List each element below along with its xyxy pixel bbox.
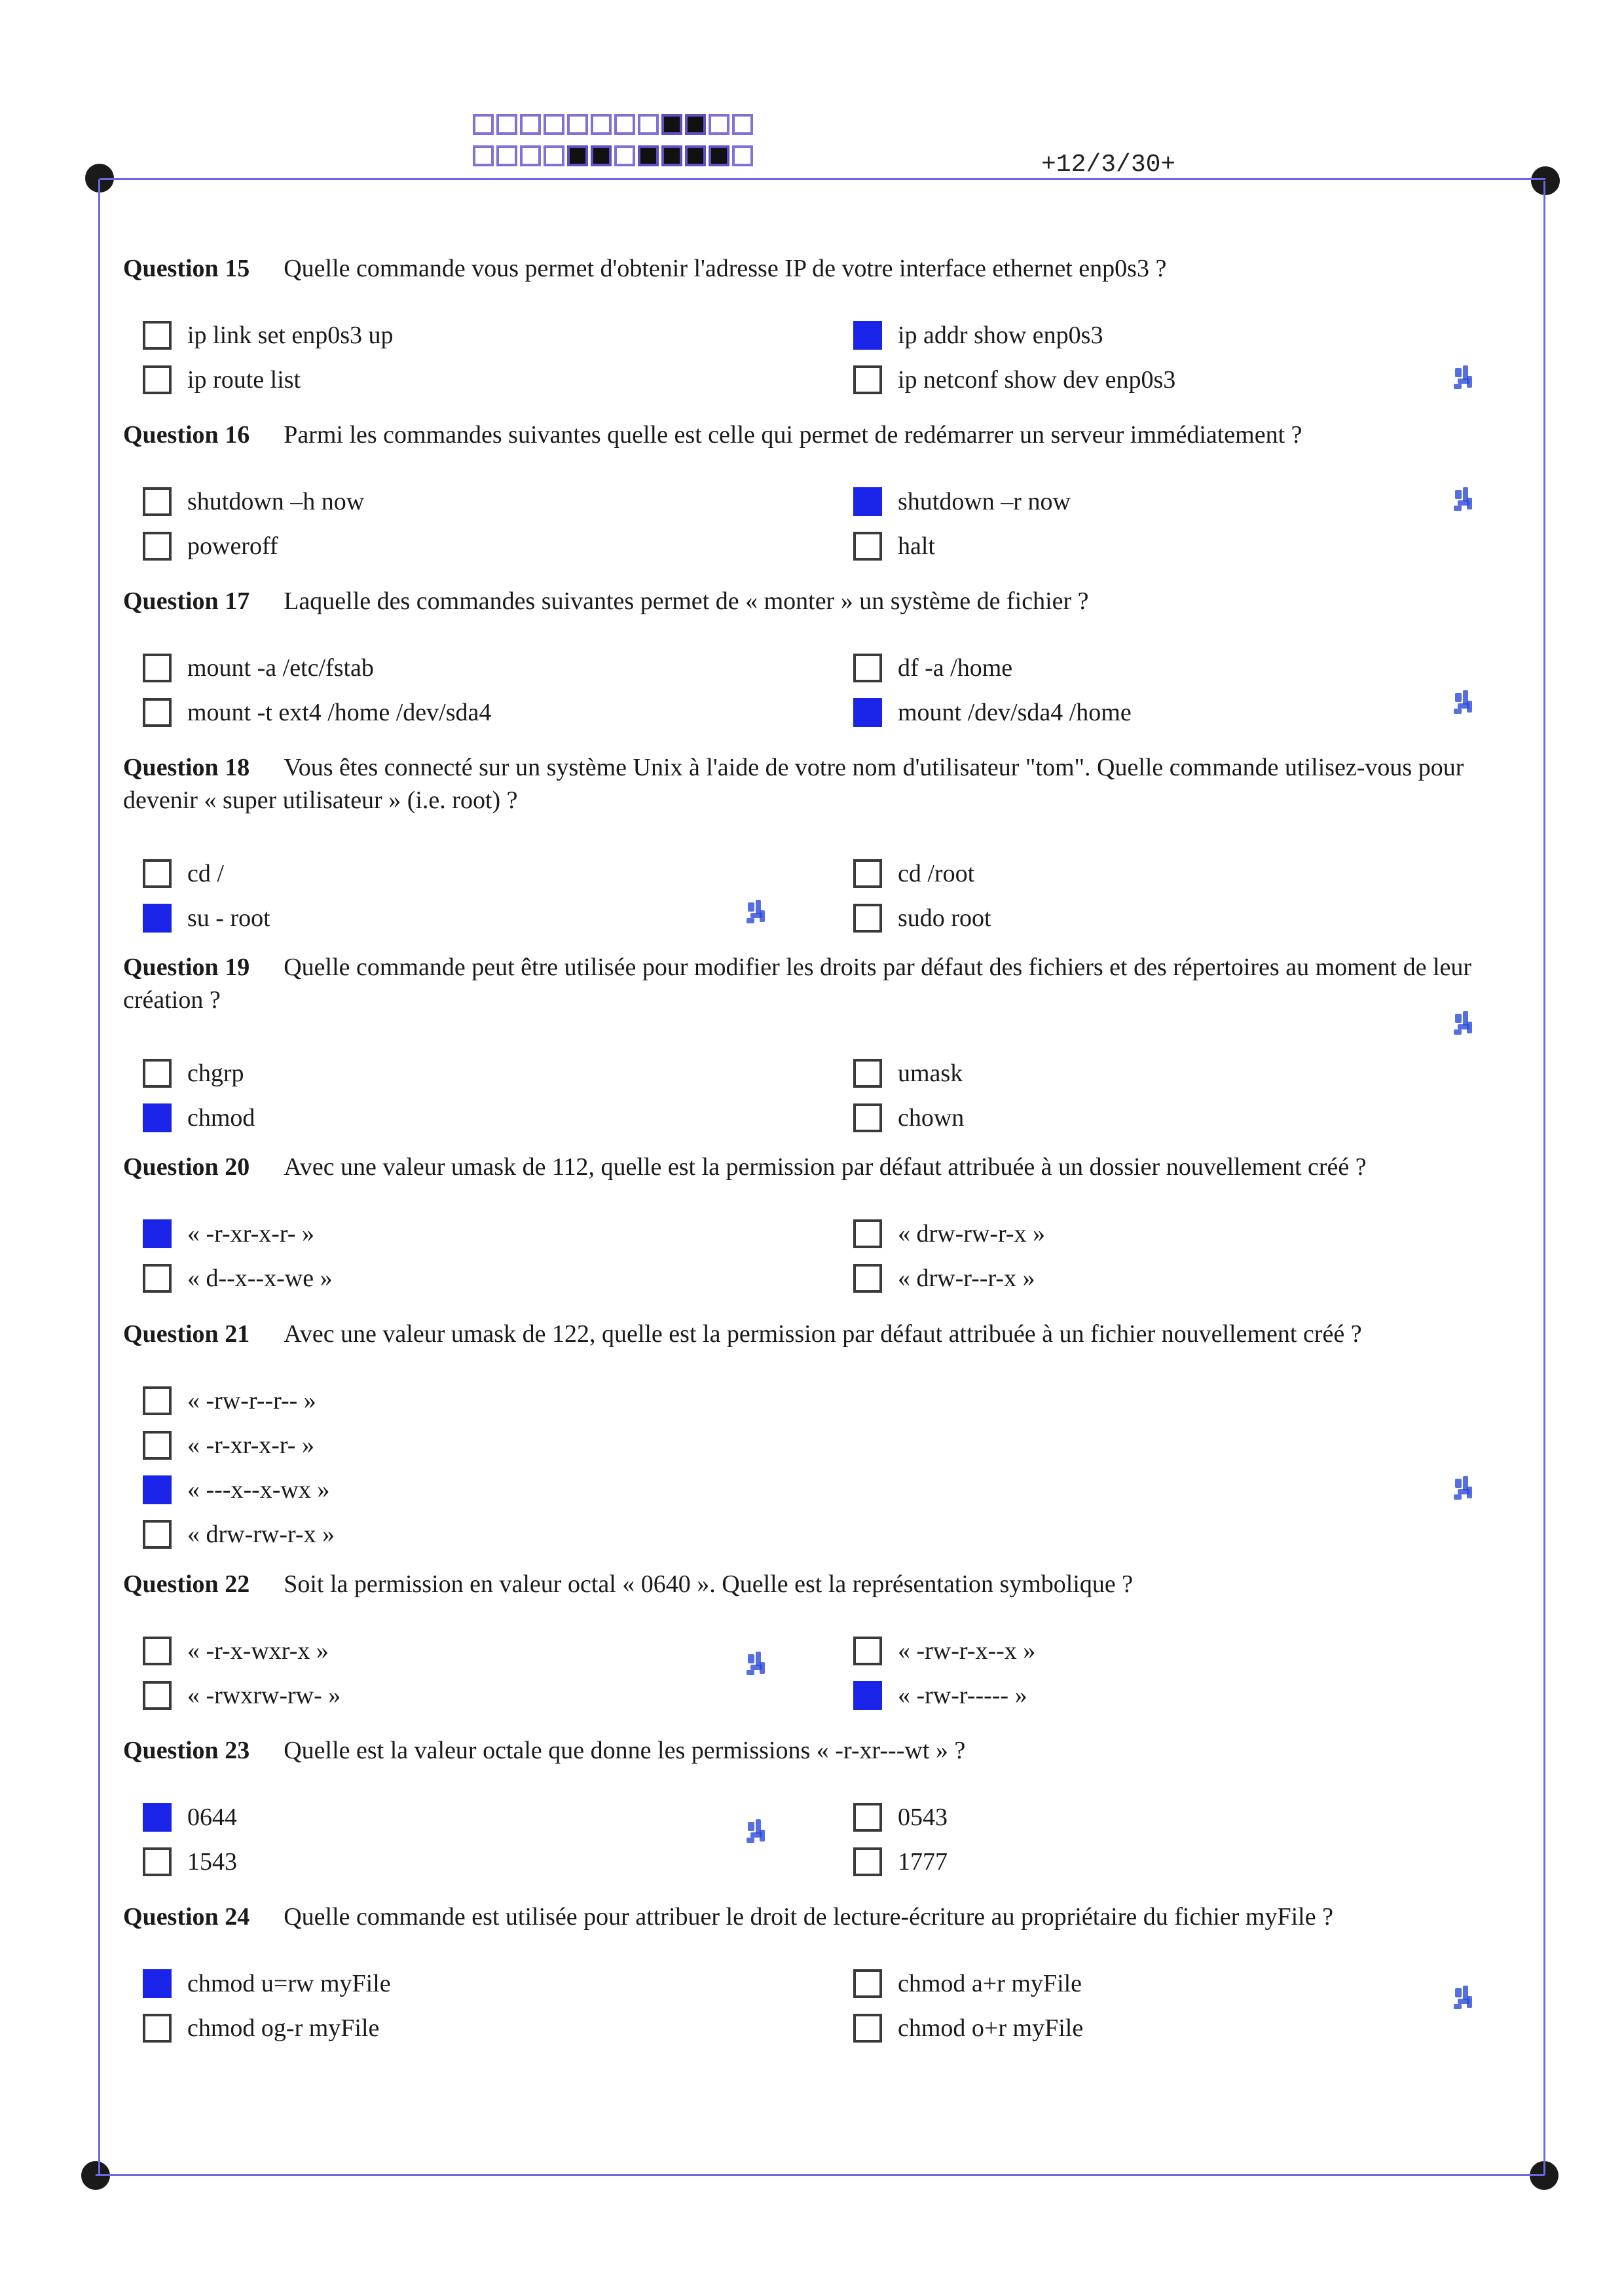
grading-mark-stroke [1455, 693, 1462, 702]
answer-option[interactable] [853, 484, 1071, 519]
barcode-cell [614, 145, 635, 166]
answer-option[interactable] [143, 2010, 379, 2046]
option-label: « drw-rw-r-x » [898, 1220, 1046, 1248]
checkbox-checked[interactable] [143, 1219, 172, 1248]
answer-option[interactable] [853, 528, 935, 564]
grading-mark [1452, 1475, 1475, 1504]
question-prompt: Quelle commande est utilisée pour attribuer le droit de lecture-écriture au propriétaire du fichier myFile ? [284, 1903, 1333, 1931]
option-label: « -r-x-wxr-x » [187, 1637, 329, 1665]
checkbox[interactable] [853, 859, 882, 888]
option-label: 0543 [898, 1804, 948, 1831]
option-label: 0644 [187, 1804, 237, 1831]
option-label: « ---x--x-wx » [187, 1476, 330, 1504]
question-number: Question 18 [123, 754, 250, 781]
question-prompt: Laquelle des commandes suivantes permet de « monter » un système de fichier ? [284, 587, 1089, 615]
question-number: Question 22 [123, 1570, 250, 1598]
option-label: « drw-r--r-x » [898, 1265, 1035, 1292]
barcode-cell [591, 114, 612, 135]
grading-mark-stroke [1467, 376, 1472, 388]
option-label: ip addr show enp0s3 [898, 322, 1103, 349]
checkbox[interactable] [143, 1847, 172, 1876]
checkbox[interactable] [143, 1520, 172, 1549]
answer-option[interactable] [143, 1428, 314, 1463]
grading-mark-stroke [1454, 1494, 1462, 1500]
question-prompt: Avec une valeur umask de 112, quelle est la permission par défaut attribuée à un dossier nouvellement créé ? [284, 1153, 1367, 1181]
question-text [123, 1318, 1531, 1350]
grading-mark [1452, 486, 1475, 515]
barcode-row-1 [473, 114, 753, 135]
answer-option[interactable] [143, 1844, 237, 1879]
answer-option[interactable] [853, 1844, 948, 1879]
answer-option[interactable] [143, 1261, 333, 1296]
answer-option[interactable] [853, 1100, 964, 1136]
barcode-cell [709, 145, 729, 166]
grading-mark-stroke [1467, 1487, 1472, 1498]
barcode-cell [520, 145, 541, 166]
option-label: chgrp [187, 1060, 244, 1087]
grading-mark-stroke [760, 1662, 765, 1674]
grading-mark-stroke [760, 1830, 765, 1842]
option-label: « -rw-r-x--x » [898, 1637, 1036, 1665]
question-prompt: Quelle commande vous permet d'obtenir l'adresse IP de votre interface ethernet enp0s3 ? [284, 255, 1167, 282]
option-label: df -a /home [898, 654, 1013, 682]
barcode-cell [473, 145, 494, 166]
question-number: Question 21 [123, 1320, 250, 1348]
option-label: umask [898, 1060, 963, 1087]
answer-option[interactable] [853, 362, 1175, 398]
question-text [123, 252, 1531, 285]
option-label: chmod og-r myFile [187, 2014, 380, 2042]
grading-mark [745, 898, 767, 927]
answer-option[interactable] [143, 1517, 335, 1552]
grading-mark [745, 1650, 767, 1679]
answer-option[interactable] [143, 900, 270, 936]
grading-mark [745, 1818, 767, 1847]
checkbox[interactable] [143, 654, 172, 682]
option-label: 1543 [187, 1848, 237, 1876]
option-label: halt [898, 532, 935, 560]
answer-option[interactable] [853, 1678, 1027, 1713]
checkbox-checked[interactable] [143, 1969, 172, 1998]
grading-mark-stroke [748, 902, 754, 912]
checkbox[interactable] [143, 859, 172, 888]
question-text [123, 751, 1531, 817]
barcode-cell [544, 114, 564, 135]
grading-mark-stroke [1455, 1988, 1462, 1997]
question-number: Question 20 [123, 1153, 250, 1181]
checkbox[interactable] [853, 904, 882, 933]
answer-option[interactable] [143, 650, 374, 686]
grading-mark-stroke [1455, 368, 1462, 377]
grading-mark-stroke [1467, 498, 1472, 509]
option-label: « -rw-r--r-- » [187, 1387, 316, 1415]
question-number: Question 24 [123, 1903, 250, 1931]
answer-option[interactable] [143, 1472, 329, 1508]
checkbox[interactable] [853, 532, 882, 561]
grading-mark-stroke [1467, 1996, 1472, 2008]
option-label: ip route list [187, 366, 301, 394]
answer-option[interactable] [143, 1800, 237, 1835]
checkbox[interactable] [853, 1059, 882, 1088]
answer-option[interactable] [853, 900, 991, 936]
grading-mark-stroke [748, 1654, 754, 1663]
grading-mark-stroke [1467, 701, 1472, 713]
checkbox[interactable] [143, 1431, 172, 1460]
checkbox-checked[interactable] [853, 1681, 882, 1710]
option-label: shutdown –h now [187, 488, 365, 515]
checkbox[interactable] [143, 1264, 172, 1293]
grading-mark [1452, 689, 1475, 718]
barcode-cell [661, 114, 682, 135]
option-label: chmod u=rw myFile [187, 1970, 391, 1997]
answer-option[interactable] [143, 362, 301, 398]
question-number: Question 16 [123, 421, 250, 449]
question-prompt: Vous êtes connecté sur un système Unix à l'aide de votre nom d'utilisateur "tom". Quelle commande utilisez-vous pour devenir « super utilisateur » (i.e. root) ? [123, 754, 1464, 814]
option-label: ip link set enp0s3 up [187, 322, 394, 349]
checkbox[interactable] [853, 1803, 882, 1832]
grading-mark-stroke [1454, 384, 1462, 389]
barcode-cell [661, 145, 682, 166]
answer-option[interactable] [143, 695, 491, 730]
option-label: sudo root [898, 904, 991, 932]
answer-option[interactable] [853, 1966, 1082, 2001]
answer-option[interactable] [143, 1216, 314, 1251]
question-text [123, 951, 1531, 1016]
registration-mark-top-right [1531, 166, 1560, 195]
option-label: mount -a /etc/fstab [187, 654, 374, 682]
barcode-cell [685, 114, 706, 135]
barcode-cell [496, 145, 517, 166]
option-label: « d--x--x-we » [187, 1265, 333, 1292]
answer-option[interactable] [143, 856, 224, 891]
checkbox[interactable] [143, 1386, 172, 1415]
question-text [123, 1151, 1531, 1183]
frame-bottom [96, 2174, 1544, 2176]
question-prompt: Avec une valeur umask de 122, quelle est la permission par défaut attribuée à un fichier nouvellement créé ? [284, 1320, 1362, 1348]
barcode-cell [685, 145, 706, 166]
barcode-cell [520, 114, 541, 135]
answer-option[interactable] [853, 318, 1103, 353]
barcode-cell [496, 114, 517, 135]
option-label: mount -t ext4 /home /dev/sda4 [187, 699, 492, 726]
question-prompt: Soit la permission en valeur octal « 0640 ». Quelle est la représentation symbolique ? [284, 1570, 1134, 1598]
frame-left [98, 179, 100, 2176]
checkbox[interactable] [143, 321, 172, 350]
grading-mark-stroke [1454, 1029, 1462, 1035]
grading-mark-stroke [1454, 2004, 1462, 2009]
grading-mark-stroke [1467, 1022, 1472, 1033]
answer-option[interactable] [143, 1383, 316, 1418]
question-prompt: Parmi les commandes suivantes quelle est celle qui permet de redémarrer un serveur immédiatement ? [284, 421, 1302, 449]
grading-mark-stroke [760, 910, 765, 922]
barcode-cell [732, 114, 753, 135]
option-label: poweroff [187, 532, 278, 560]
answer-option[interactable] [143, 1100, 255, 1136]
checkbox[interactable] [853, 1103, 882, 1132]
checkbox[interactable] [143, 2014, 172, 2043]
checkbox[interactable] [143, 532, 172, 561]
barcode-cell [567, 145, 588, 166]
checkbox[interactable] [143, 365, 172, 394]
option-label: shutdown –r now [898, 488, 1071, 515]
grading-mark-stroke [1455, 1014, 1462, 1023]
checkbox[interactable] [143, 1637, 172, 1665]
checkbox[interactable] [143, 487, 172, 516]
checkbox[interactable] [853, 2014, 882, 2043]
question-number: Question 23 [123, 1737, 250, 1764]
option-label: « -r-xr-x-r- » [187, 1220, 314, 1248]
answer-option[interactable] [143, 318, 394, 353]
question-text [123, 418, 1531, 451]
checkbox[interactable] [853, 654, 882, 682]
answer-option[interactable] [143, 528, 278, 564]
grading-mark [1452, 1984, 1475, 2013]
answer-option[interactable] [853, 650, 1012, 686]
page-id: +12/3/30+ [1041, 151, 1176, 179]
question-number: Question 19 [123, 954, 250, 981]
checkbox-checked[interactable] [853, 487, 882, 516]
answer-option[interactable] [143, 1056, 244, 1091]
grading-mark-stroke [1455, 1479, 1462, 1488]
answer-option[interactable] [853, 695, 1132, 730]
barcode-cell [567, 114, 588, 135]
checkbox[interactable] [143, 1059, 172, 1088]
question-text [123, 585, 1531, 618]
answer-option[interactable] [853, 1261, 1035, 1296]
barcode-cell [709, 114, 729, 135]
option-label: mount /dev/sda4 /home [898, 699, 1132, 726]
grading-mark-stroke [748, 1822, 754, 1831]
checkbox[interactable] [853, 1219, 882, 1248]
grading-mark-stroke [747, 1838, 754, 1843]
frame-top [100, 178, 1545, 180]
answer-option[interactable] [143, 1678, 341, 1713]
barcode-cell [732, 145, 753, 166]
checkbox-checked[interactable] [853, 698, 882, 727]
checkbox-checked[interactable] [143, 1475, 172, 1504]
frame-right [1543, 181, 1545, 2176]
barcode-cell [614, 114, 635, 135]
question-text [123, 1734, 1531, 1767]
checkbox[interactable] [853, 1969, 882, 1998]
grading-mark [1452, 364, 1475, 393]
option-label: « drw-rw-r-x » [187, 1521, 335, 1548]
question-text [123, 1900, 1531, 1933]
checkbox[interactable] [853, 365, 882, 394]
barcode-cell [638, 114, 659, 135]
option-label: « -r-xr-x-r- » [187, 1432, 314, 1459]
question-number: Question 15 [123, 255, 250, 282]
answer-option[interactable] [853, 1633, 1035, 1669]
option-label: chmod o+r myFile [898, 2014, 1084, 2042]
question-prompt: Quelle commande peut être utilisée pour modifier les droits par défaut des fichiers et des répertoires au moment de leur création ? [123, 954, 1472, 1014]
question-number: Question 17 [123, 587, 250, 615]
option-label: 1777 [898, 1848, 948, 1876]
grading-mark-stroke [1454, 506, 1462, 511]
barcode-cell [638, 145, 659, 166]
checkbox-checked[interactable] [143, 904, 172, 933]
option-label: « -rw-r----- » [898, 1682, 1027, 1709]
checkbox-checked[interactable] [853, 321, 882, 350]
barcode-cell [591, 145, 612, 166]
answer-option[interactable] [853, 856, 974, 891]
checkbox[interactable] [853, 1847, 882, 1876]
option-label: cd / [187, 860, 224, 887]
option-label: cd /root [898, 860, 975, 887]
answer-option[interactable] [143, 484, 364, 519]
option-label: su - root [187, 904, 270, 932]
answer-option[interactable] [143, 1966, 391, 2001]
answer-option[interactable] [143, 1633, 329, 1669]
checkbox-checked[interactable] [143, 1803, 172, 1832]
checkbox[interactable] [143, 698, 172, 727]
checkbox[interactable] [143, 1681, 172, 1710]
grading-mark [1452, 1010, 1475, 1039]
barcode-cell [473, 114, 494, 135]
option-label: chown [898, 1104, 965, 1132]
answer-option[interactable] [853, 1216, 1045, 1251]
answer-option[interactable] [853, 1056, 963, 1091]
option-label: « -rwxrw-rw- » [187, 1682, 341, 1709]
option-label: ip netconf show dev enp0s3 [898, 366, 1176, 394]
grading-mark-stroke [747, 918, 754, 923]
option-label: chmod a+r myFile [898, 1970, 1082, 1997]
checkbox[interactable] [853, 1637, 882, 1665]
grading-mark-stroke [747, 1670, 754, 1675]
grading-mark-stroke [1455, 490, 1462, 499]
option-label: chmod [187, 1104, 255, 1132]
question-text [123, 1568, 1531, 1601]
answer-option[interactable] [853, 1800, 948, 1835]
grading-mark-stroke [1454, 709, 1462, 714]
answer-option[interactable] [853, 2010, 1083, 2046]
checkbox-checked[interactable] [143, 1103, 172, 1132]
checkbox[interactable] [853, 1264, 882, 1293]
barcode-cell [544, 145, 564, 166]
barcode-row-2 [473, 145, 753, 166]
question-prompt: Quelle est la valeur octale que donne les permissions « -r-xr---wt » ? [284, 1737, 966, 1764]
